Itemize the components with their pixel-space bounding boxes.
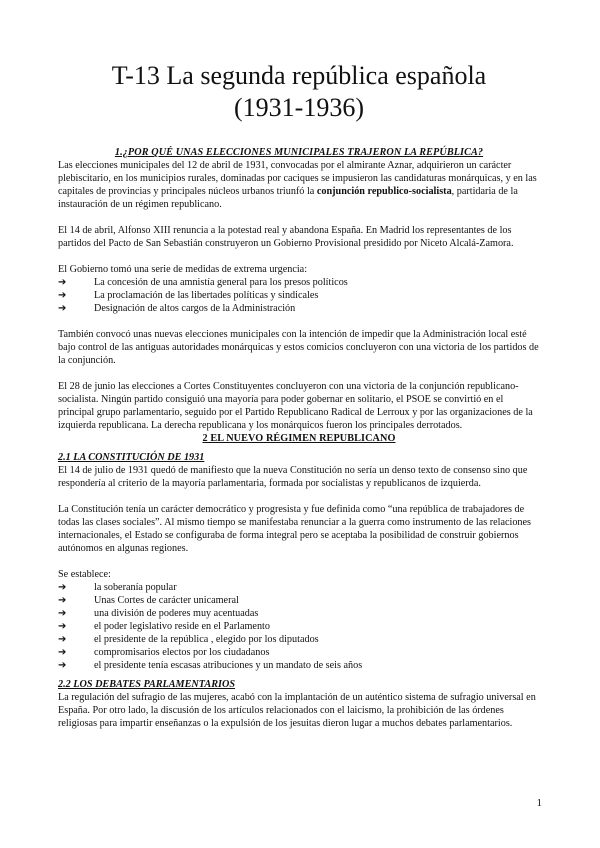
subsection-2-1-heading: 2.1 LA CONSTITUCIÓN DE 1931: [58, 452, 205, 463]
arrow-icon: ➔: [58, 290, 67, 301]
arrow-icon: ➔: [58, 582, 67, 593]
list-item: ➔ el presidente de la república , elegido por los diputados: [58, 634, 319, 645]
arrow-icon: ➔: [58, 660, 67, 671]
document-title: [58, 60, 540, 124]
section-1-heading: 1.¿POR QUÉ UNAS ELECCIONES MUNICIPALES TRAJERON LA REPÚBLICA?: [114, 147, 484, 158]
p1-bold-term: conjunción republico-socialista: [316, 186, 452, 197]
constitution-list: [58, 581, 540, 672]
subsection-2-1-paragraph-2: La Constitución tenía un carácter democrático y progresista y fue definida como “una república de trabajadores de todas las clases sociales”. Al mismo tiempo se manifestaba renunciar a la guerra como instrumento de las relaciones internacionales, el Estado se configuraba de forma integral pero se aceptaba la posibilidad de construir gobiernos autónomos en algunas regiones.: [58, 504, 531, 554]
section-1-paragraph-1: [58, 159, 540, 211]
title-line-1: T-13 La segunda república española: [111, 61, 487, 90]
arrow-icon: ➔: [58, 608, 67, 619]
measures-list: [58, 276, 540, 315]
section-2-heading: 2 EL NUEVO RÉGIMEN REPUBLICANO: [202, 433, 396, 444]
document-page: [58, 0, 540, 730]
list-item: ➔ compromisarios electos por los ciudadanos: [58, 647, 270, 658]
arrow-icon: ➔: [58, 647, 67, 658]
p1-text-after: , partidaria de la instauración de un régimen republicano.: [58, 186, 518, 210]
subsection-2-1-paragraph-1: El 14 de julio de 1931 quedó de manifiesto que la nueva Constitución no sería un denso texto de consenso sino que respondería al criterio de la mayoría parlamentaria, formada por socialistas y republicanos de izquierda.: [58, 465, 528, 489]
p1-text-before: Las elecciones municipales del 12 de abril de 1931, convocadas por el almirante Aznar, adquirieron un carácter plebiscitario, en los municipios rurales, dominadas por caciques se impusieron las candidaturas monárquicas, y en las capitales de provincias y principales núcleos urbanos triunfó la: [58, 160, 537, 197]
section-1-paragraph-5: El 28 de junio las elecciones a Cortes Constituyentes concluyeron con una victoria de la conjunción republicano-socialista. Ningún partido consiguió una mayoría para poder gobernar en solitario, el PSOE se convirtió en el principal grupo parlamentario, seguido por el Partido Republicano Radical de Lerroux y por las organizaciones de la izquierda republicana. La derecha republicana y los monárquicos fueron los principales derrotados.: [58, 381, 533, 431]
title-line-2: (1931-1936): [234, 93, 364, 122]
section-1-paragraph-4: También convocó unas nuevas elecciones municipales con la intención de impedir que la Administración local esté bajo control de las antiguas autoridades monárquicas y estos comicios concluyeron con una victoria de los partidos de la conjunción.: [58, 329, 539, 366]
arrow-icon: ➔: [58, 595, 67, 606]
section-1-paragraph-2: El 14 de abril, Alfonso XIII renuncia a la potestad real y abandona España. En Madrid los representantes de los partidos del Pacto de San Sebastián construyeron un Gobierno Provisional presidido por Niceto Alcalá-Zamora.: [58, 225, 514, 249]
list-item: ➔ La concesión de una amnistía general para los presos políticos: [58, 277, 348, 288]
arrow-icon: ➔: [58, 621, 67, 632]
list-item: ➔ La proclamación de las libertades políticas y sindicales: [58, 290, 319, 301]
subsection-2-2-paragraph-1: La regulación del sufragio de las mujeres, acabó con la implantación de un auténtico sistema de sufragio universal en España. Por otro lado, la discusión de los artículos relacionados con el laicismo, la prohibición de las órdenes religiosas para impartir enseñanzas o la expulsión de los jesuitas dieron lugar a muchos debates parlamentarios.: [58, 692, 536, 729]
list-item: ➔ Unas Cortes de carácter unicameral: [58, 595, 239, 606]
list-item: ➔ la soberanía popular: [58, 582, 177, 593]
list-item: ➔ el poder legislativo reside en el Parlamento: [58, 621, 270, 632]
section-1-paragraph-3: El Gobierno tomó una serie de medidas de extrema urgencia:: [58, 264, 308, 275]
arrow-icon: ➔: [58, 277, 67, 288]
arrow-icon: ➔: [58, 634, 67, 645]
page-number: 1: [536, 797, 542, 809]
subsection-2-1-paragraph-3: Se establece:: [58, 569, 111, 580]
list-item: ➔ el presidente tenía escasas atribuciones y un mandato de seis años: [58, 660, 363, 671]
list-item: ➔ Designación de altos cargos de la Administración: [58, 303, 296, 314]
subsection-2-2-heading: 2.2 LOS DEBATES PARLAMENTARIOS: [58, 679, 236, 690]
list-item: ➔ una división de poderes muy acentuadas: [58, 608, 259, 619]
arrow-icon: ➔: [58, 303, 67, 314]
